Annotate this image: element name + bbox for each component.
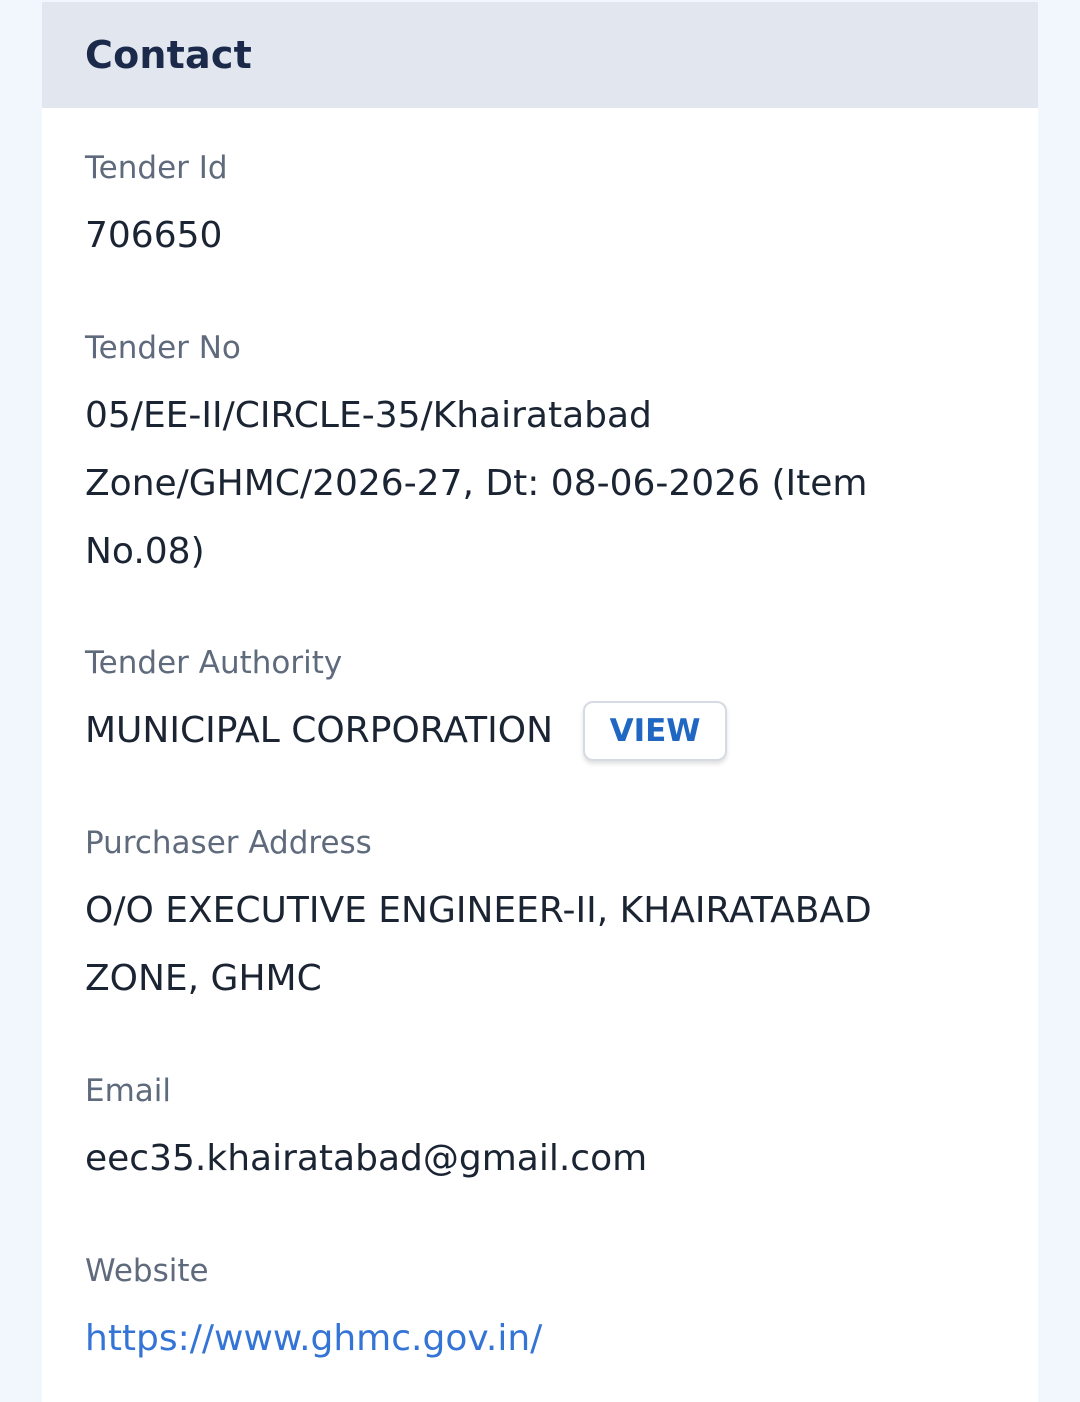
contact-card (42, 2, 1038, 1402)
tender-authority-label: Tender Authority (85, 645, 343, 681)
tender-no-field (85, 328, 978, 586)
tender-authority-field (85, 643, 978, 765)
purchaser-address-field (85, 823, 978, 1013)
website-label: Website (85, 1253, 209, 1289)
view-authority-button[interactable]: VIEW (583, 701, 727, 761)
tender-id-field (85, 148, 978, 270)
email-label: Email (85, 1073, 172, 1109)
tender-authority-value: MUNICIPAL CORPORATION (85, 710, 554, 751)
tender-id-value: 706650 (85, 215, 223, 256)
purchaser-address-value: O/O EXECUTIVE ENGINEER-II, KHAIRATABAD ZONE, GHMC (85, 890, 872, 999)
email-value: eec35.khairatabad@gmail.com (85, 1138, 648, 1179)
website-link[interactable]: https://www.ghmc.gov.in/ (85, 1318, 543, 1359)
purchaser-address-label: Purchaser Address (85, 825, 372, 861)
tender-id-label: Tender Id (85, 150, 228, 186)
tender-no-value: 05/EE-II/CIRCLE-35/Khairatabad Zone/GHMC/2026-27, Dt: 08-06-2026 (Item No.08) (85, 395, 868, 572)
card-header (42, 2, 1038, 108)
tender-no-label: Tender No (85, 330, 241, 366)
email-field (85, 1071, 978, 1193)
tender-authority-row (85, 697, 978, 765)
website-field (85, 1251, 978, 1373)
card-title: Contact (85, 33, 252, 77)
